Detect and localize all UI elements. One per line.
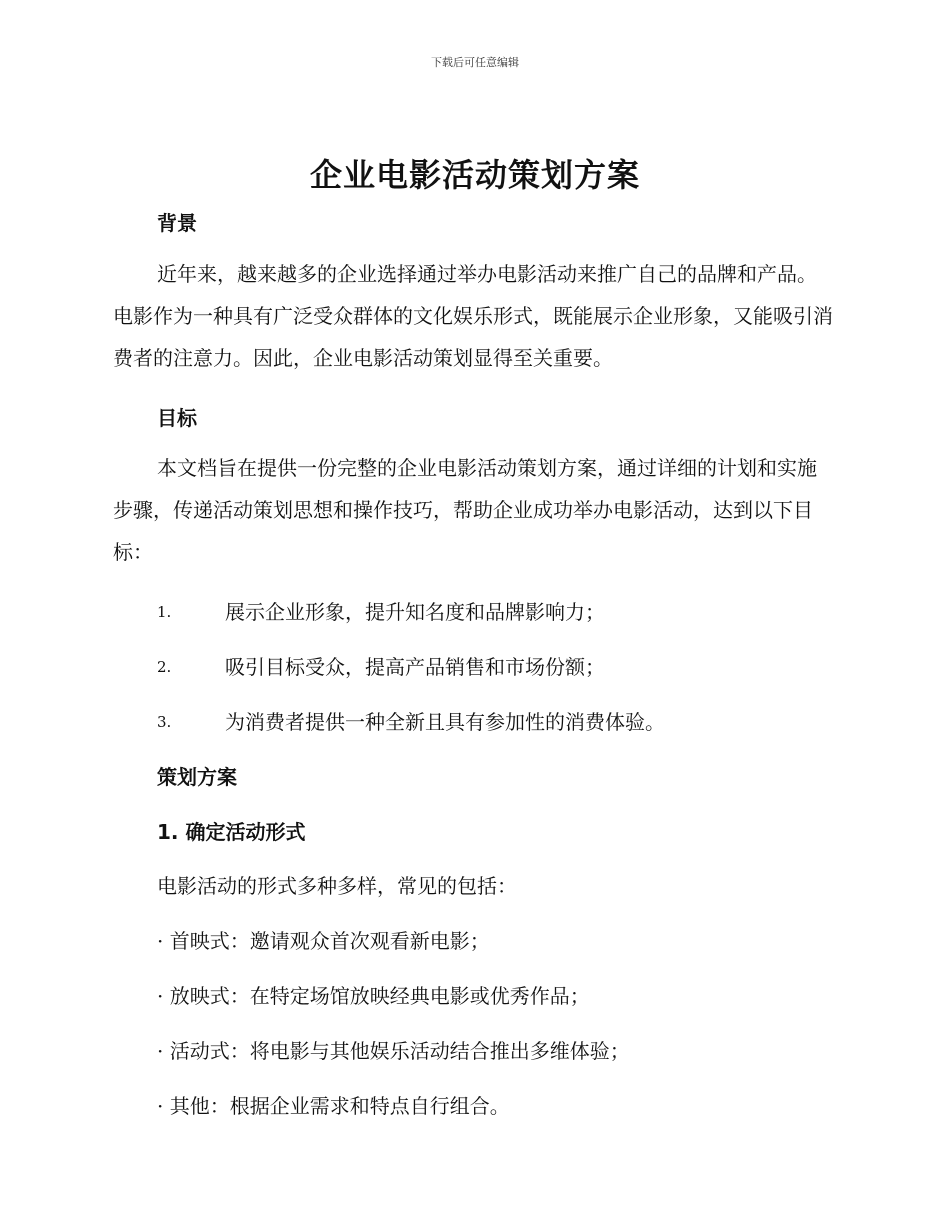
list-text: 展示企业形象，提升知名度和品牌影响力； (225, 600, 605, 624)
goal-paragraph: 本文档旨在提供一份完整的企业电影活动策划方案，通过详细的计划和实施步骤，传递活动策划思想和操作技巧，帮助企业成功举办电影活动，达到以下目标： (113, 456, 817, 564)
plan-bullet: · 其他：根据企业需求和特点自行组合。 (157, 1094, 510, 1118)
goal-list-item (157, 706, 665, 735)
document-title: 企业电影活动策划方案 (309, 156, 640, 194)
goal-list-item (157, 651, 605, 680)
plan-bullet: · 首映式：邀请观众首次观看新电影； (157, 929, 490, 953)
list-number: 3. (157, 713, 172, 731)
header-note: 下载后可任意编辑 (431, 56, 519, 69)
plan-intro: 电影活动的形式多种多样，常见的包括： (157, 874, 517, 898)
plan-subheading: 1. 确定活动形式 (157, 820, 306, 844)
section-heading-plan: 策划方案 (157, 765, 237, 789)
background-paragraph: 近年来，越来越多的企业选择通过举办电影活动来推广自己的品牌和产品。电影作为一种具有广泛受众群体的文化娱乐形式，既能展示企业形象，又能吸引消费者的注意力。因此，企业电影活动策划显得至关重要。 (113, 262, 833, 370)
plan-bullet: · 活动式：将电影与其他娱乐活动结合推出多维体验； (157, 1039, 630, 1063)
list-number: 1. (157, 603, 172, 621)
list-text: 为消费者提供一种全新且具有参加性的消费体验。 (225, 710, 665, 734)
section-heading-goal: 目标 (157, 406, 197, 430)
goal-list-item (157, 596, 605, 625)
section-heading-background: 背景 (157, 211, 197, 235)
list-text: 吸引目标受众，提高产品销售和市场份额； (225, 655, 605, 679)
plan-bullet: · 放映式：在特定场馆放映经典电影或优秀作品； (157, 984, 590, 1008)
list-number: 2. (157, 658, 172, 676)
